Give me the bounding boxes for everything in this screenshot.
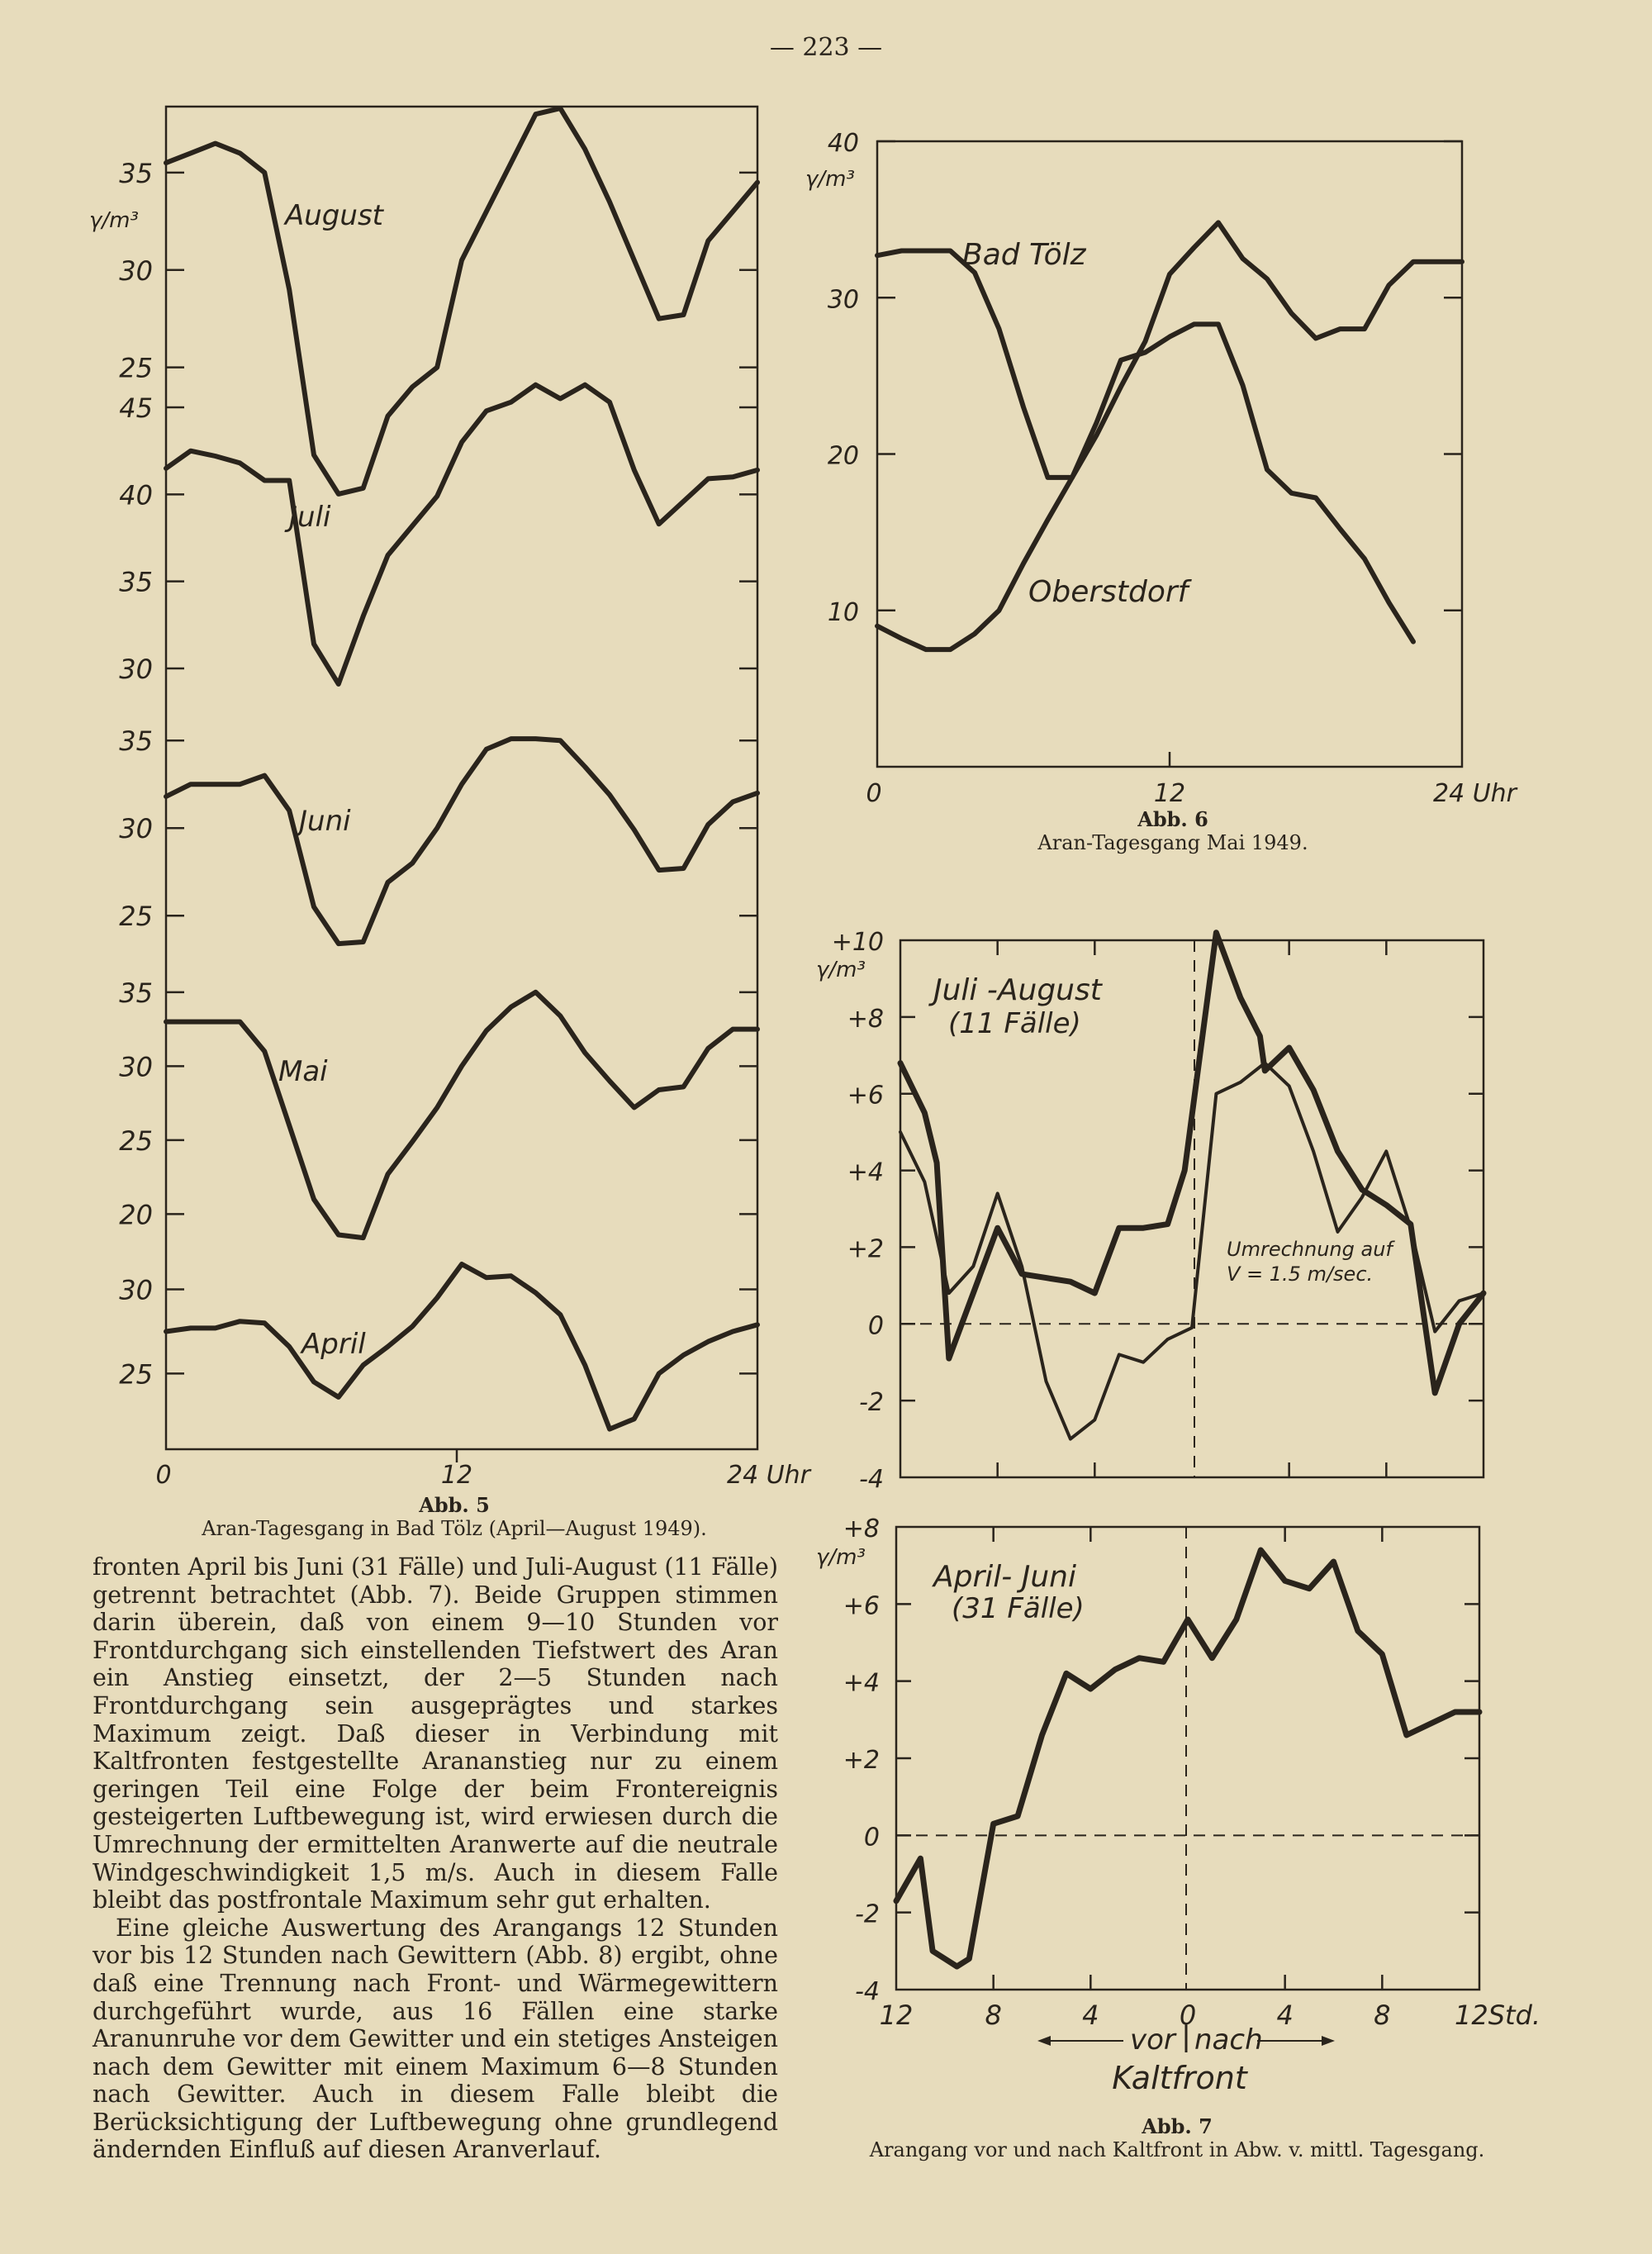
fig5-line-juni xyxy=(166,739,757,944)
fig5-y-tick: 35 xyxy=(119,566,153,598)
fig5-line-april xyxy=(166,1264,757,1429)
fig7-y-tick: +2 xyxy=(843,1746,880,1775)
fig7-bottom-subtitle: (31 Fälle) xyxy=(952,1592,1085,1625)
fig7-bottom-title: April- Juni xyxy=(933,1560,1076,1594)
body-paragraph: Eine gleiche Auswertung des Arangangs 12 Stunden vor bis 12 Stunden nach Gewittern (Abb. 8) ergibt, ohne daß eine Trennung nach Front- und Wärmegewittern durchgeführt wurde, aus 16 Fällen eine starke Aranunruhe vor dem Gewitter und ein stetiges Ansteigen nach dem Gewitter mit einem Maximum 6—8 Stunden nach Gewitter. Auch in diesem Falle bleibt die Berücksichtigung der Luftbewegung ohne grundlegend ändernden Einfluß auf diesen Aranverlauf. xyxy=(93,1914,778,2164)
fig6-series-label-oberstdorf: Oberstdorf xyxy=(1028,575,1189,609)
fig6-y-tick: 30 xyxy=(827,285,859,315)
fig7-y-tick: +4 xyxy=(847,1158,884,1187)
fig5-x-tick: 24 Uhr xyxy=(727,1461,811,1490)
fig5-y-tick: 25 xyxy=(119,901,153,933)
fig5-line-juli xyxy=(166,385,757,684)
body-text xyxy=(93,1553,778,2164)
fig7-y-tick: -2 xyxy=(859,1388,884,1418)
fig7-x-tick: 8 xyxy=(985,2000,1002,2031)
fig5-y-tick: 30 xyxy=(119,1274,153,1306)
body-paragraph: fronten April bis Juni (31 Fälle) und Juli-August (11 Fälle) getrennt betrachtet (Abb. 7). Beide Gruppen stimmen darin überein, daß von einem 9—10 Stunden vor Frontdurchgang sich einstellenden Tiefstwert des Aran ein Anstieg einsetzt, der 2—5 Stunden nach Frontdurchgang sein ausgeprägtes und starkes Maximum zeigt. Daß dieser in Verbindung mit Kaltfronten festgestellte Arananstieg nur zu einem geringen Teil eine Folge der beim Frontereignis gesteigerten Luftbewegung ist, wird erwiesen durch die Umrechnung der ermittelten Aranwerte auf die neutrale Windgeschwindigkeit 1,5 m/s. Auch in diesem Falle bleibt das postfrontale Maximum sehr gut erhalten. xyxy=(93,1553,778,1914)
fig6-y-tick: 20 xyxy=(827,441,859,471)
fig7-arrow-label-vor: vor xyxy=(1130,2023,1175,2057)
fig7-arrow-label-nach: nach xyxy=(1194,2023,1263,2057)
fig5-y-tick: 40 xyxy=(119,479,153,511)
fig7-top-title: Juli -August xyxy=(933,973,1102,1007)
fig5-panel-title: Juli xyxy=(289,501,331,534)
figure-7-caption-text: Arangang vor und nach Kaltfront in Abw. v. mittl. Tagesgang. xyxy=(869,2138,1485,2161)
figure-7-caption xyxy=(809,2115,1545,2161)
fig6-line-bad-toelz xyxy=(877,222,1462,478)
fig6-y-tick: 40 xyxy=(827,129,859,158)
fig5-panel-title: August xyxy=(285,199,383,232)
fig7-y-tick: +4 xyxy=(843,1668,880,1698)
fig5-y-tick: 30 xyxy=(119,254,153,287)
fig7-xaxis-caption: Kaltfront xyxy=(1112,2060,1247,2096)
fig7-y-tick: +8 xyxy=(843,1515,880,1543)
fig7-x-tick: 12 xyxy=(879,2000,914,2031)
figure-5-chart xyxy=(74,103,818,1491)
fig7-top-unit-label: γ/m³ xyxy=(816,958,866,982)
fig6-y-tick: 10 xyxy=(827,597,859,627)
fig6-series-label-bad-toelz: Bad Tölz xyxy=(962,238,1086,272)
fig7-y-tick: -4 xyxy=(855,1977,880,2006)
fig7-y-tick: +6 xyxy=(843,1591,880,1621)
fig5-x-tick: 12 xyxy=(440,1461,473,1490)
fig7-y-tick: +10 xyxy=(831,928,884,957)
figure-5-caption-text: Aran-Tagesgang in Bad Tölz (April—August 1949). xyxy=(202,1517,707,1540)
fig7-y-tick: 0 xyxy=(867,1311,884,1341)
figure-6-caption xyxy=(991,808,1355,854)
figure-7-chart xyxy=(793,909,1553,2115)
page-number: — 223 — xyxy=(769,33,883,62)
fig7-bottom-unit-label: γ/m³ xyxy=(816,1545,866,1570)
fig7-y-tick: -4 xyxy=(859,1465,884,1494)
fig7-y-tick: -2 xyxy=(855,1900,880,1929)
arrow-right-icon xyxy=(1322,2036,1335,2046)
fig7-x-tick: 8 xyxy=(1374,2000,1391,2031)
fig5-line-august xyxy=(166,108,757,494)
fig7-annotation-line-1: Umrechnung auf xyxy=(1227,1238,1393,1261)
fig5-x-tick: 0 xyxy=(155,1461,172,1490)
fig5-y-tick: 25 xyxy=(119,1125,153,1157)
fig6-x-tick: 0 xyxy=(866,779,882,808)
fig5-panel-title: Juni xyxy=(299,805,351,838)
fig5-line-mai xyxy=(166,992,757,1238)
fig5-panel-title: April xyxy=(301,1328,366,1361)
fig7-x-tick: 4 xyxy=(1276,2000,1294,2031)
fig5-y-tick: 25 xyxy=(119,1358,153,1391)
fig5-y-tick: 45 xyxy=(119,392,153,425)
figure-5-caption xyxy=(116,1494,793,1540)
figure-5-caption-number: Abb. 5 xyxy=(419,1493,490,1517)
fig7-x-tick: 0 xyxy=(1179,2000,1197,2031)
fig5-y-tick: 35 xyxy=(119,977,153,1009)
fig5-y-tick: 25 xyxy=(119,352,153,384)
fig5-y-tick: 35 xyxy=(119,157,153,189)
fig7-x-tick: 4 xyxy=(1082,2000,1099,2031)
fig5-y-tick: 30 xyxy=(119,813,153,845)
fig7-y-tick: +6 xyxy=(847,1081,884,1110)
fig7-x-tick: 12Std. xyxy=(1455,2000,1541,2031)
fig7-top-subtitle: (11 Fälle) xyxy=(948,1007,1081,1040)
fig5-y-tick: 30 xyxy=(119,1051,153,1083)
fig7-annotation-line-2: V = 1.5 m/sec. xyxy=(1227,1263,1374,1286)
fig7-y-tick: +2 xyxy=(847,1234,884,1264)
fig5-panel-title: Mai xyxy=(278,1055,328,1088)
fig7-y-tick: +8 xyxy=(847,1004,884,1034)
fig7-y-tick: 0 xyxy=(863,1823,880,1852)
figure-6-frame xyxy=(877,141,1462,767)
fig5-y-tick: 35 xyxy=(119,725,153,758)
figure-6-chart xyxy=(793,124,1536,818)
fig5-y-tick: 30 xyxy=(119,653,153,685)
figure-6-caption-number: Abb. 6 xyxy=(1137,807,1208,831)
arrow-left-icon xyxy=(1037,2036,1051,2046)
fig6-x-tick: 12 xyxy=(1153,779,1186,808)
figure-6-caption-text: Aran-Tagesgang Mai 1949. xyxy=(1037,831,1308,854)
fig5-unit-label: γ/m³ xyxy=(89,208,139,233)
fig5-y-tick: 20 xyxy=(119,1199,153,1231)
fig6-unit-label: γ/m³ xyxy=(805,167,855,192)
figure-7-caption-number: Abb. 7 xyxy=(1142,2114,1213,2138)
fig6-x-tick: 24 Uhr xyxy=(1433,779,1517,808)
